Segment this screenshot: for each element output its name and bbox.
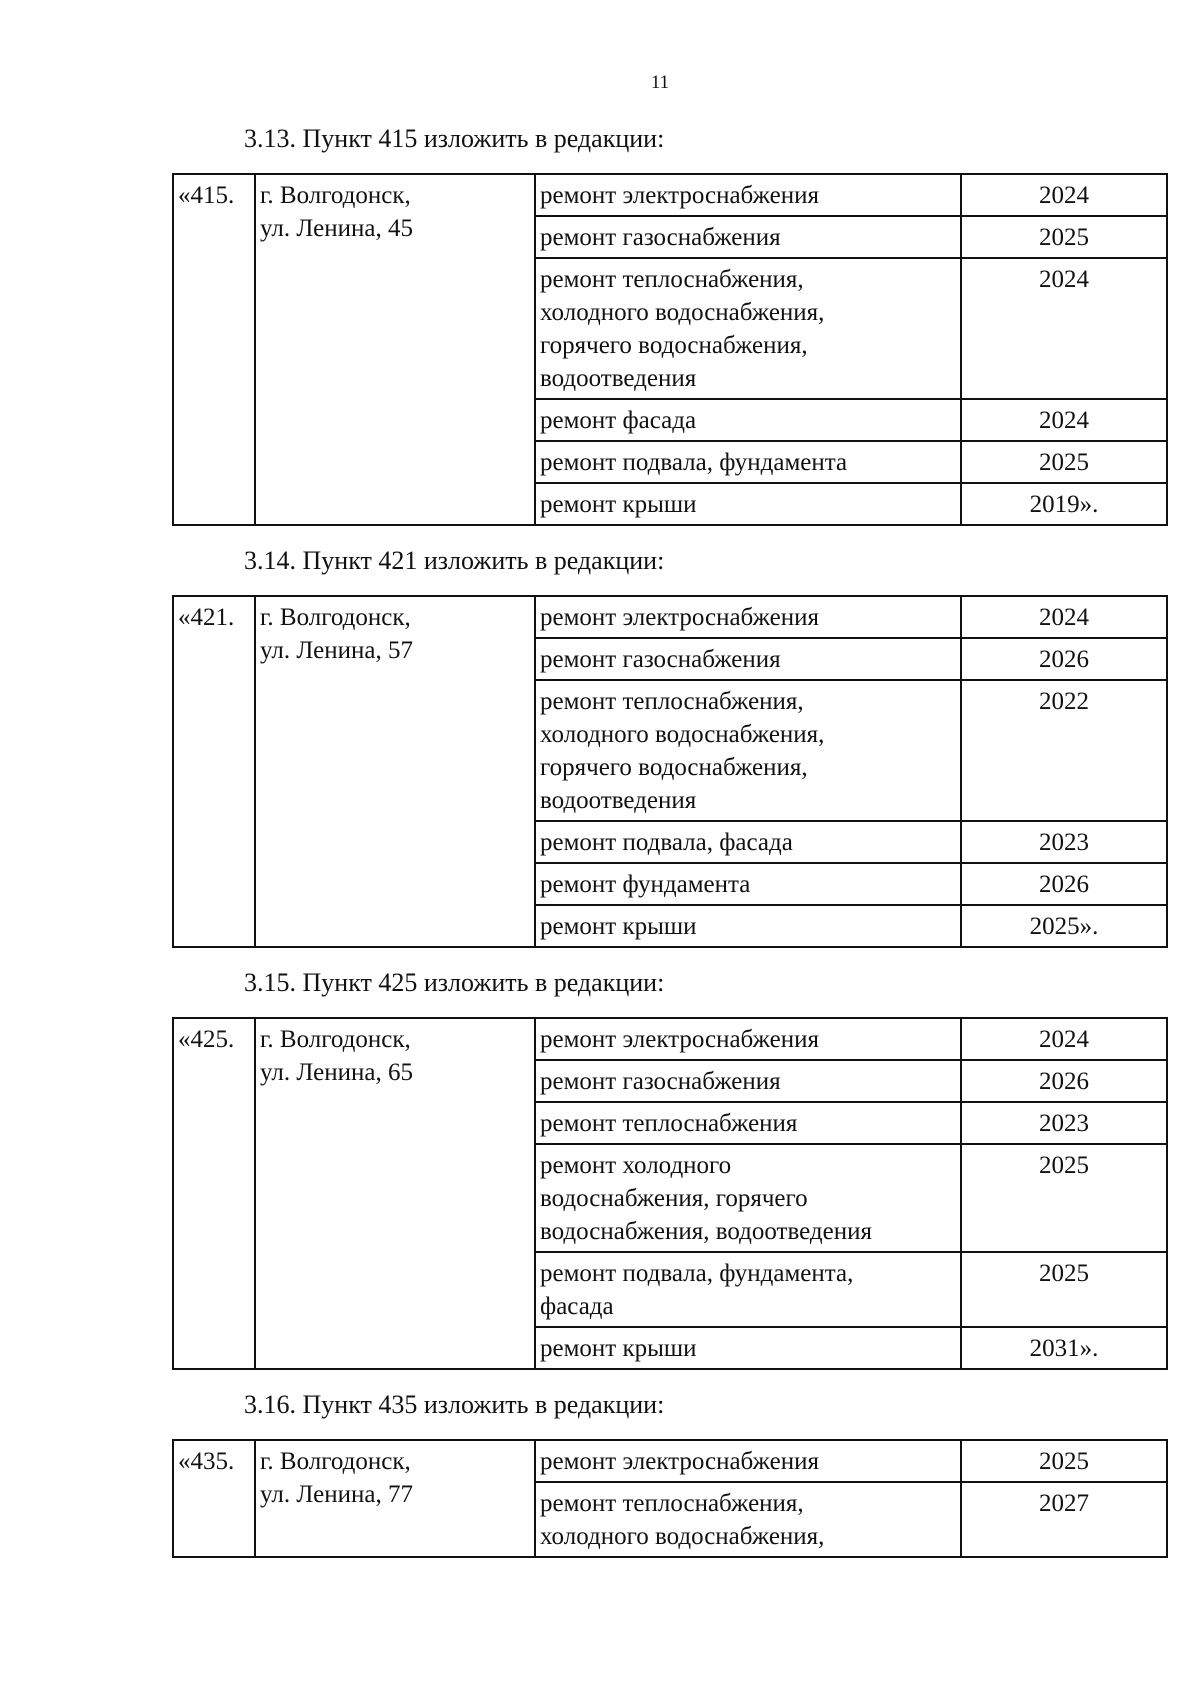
work-cell: ремонт подвала, фасада <box>535 821 961 863</box>
work-cell: ремонт электроснабжения <box>535 596 961 638</box>
year-cell: 2025 <box>961 216 1167 258</box>
address-city: г. Волгодонск, <box>260 1026 411 1053</box>
year-cell: 2026 <box>961 863 1167 905</box>
work-cell: ремонт электроснабжения <box>535 1440 961 1482</box>
item-number: «435. <box>173 1440 255 1557</box>
item-number: «415. <box>173 174 255 525</box>
address-street: ул. Ленина, 65 <box>260 1059 413 1086</box>
repair-table <box>172 1017 1168 1370</box>
work-cell: ремонт крыши <box>535 483 961 525</box>
work-cell: ремонт подвала, фундамента <box>535 441 961 483</box>
year-cell: 2024 <box>961 174 1167 216</box>
work-cell: ремонт электроснабжения <box>535 1018 961 1060</box>
year-cell: 2024 <box>961 1018 1167 1060</box>
year-cell: 2026 <box>961 638 1167 680</box>
year-cell: 2025 <box>961 441 1167 483</box>
work-cell: ремонт фундамента <box>535 863 961 905</box>
work-cell: ремонт крыши <box>535 905 961 947</box>
year-cell: 2031». <box>961 1327 1167 1369</box>
year-cell: 2025». <box>961 905 1167 947</box>
year-cell: 2025 <box>961 1144 1167 1252</box>
repair-table <box>172 1439 1168 1558</box>
work-cell: ремонт подвала, фундамента, фасада <box>535 1252 961 1327</box>
year-cell: 2025 <box>961 1252 1167 1327</box>
table-row <box>173 1440 1167 1482</box>
table-row <box>173 174 1167 216</box>
item-number: «425. <box>173 1018 255 1369</box>
work-cell: ремонт фасада <box>535 399 961 441</box>
year-cell: 2023 <box>961 1102 1167 1144</box>
year-cell: 2027 <box>961 1482 1167 1557</box>
address-street: ул. Ленина, 57 <box>260 637 413 664</box>
work-cell: ремонт теплоснабжения <box>535 1102 961 1144</box>
page-number: 11 <box>650 72 670 93</box>
repair-table <box>172 595 1168 948</box>
section-heading: 3.16. Пункт 435 изложить в редакции: <box>244 1390 665 1419</box>
work-cell: ремонт газоснабжения <box>535 216 961 258</box>
section-heading: 3.13. Пункт 415 изложить в редакции: <box>244 124 665 153</box>
year-cell: 2023 <box>961 821 1167 863</box>
table-row <box>173 596 1167 638</box>
section-3-13 <box>172 123 1160 526</box>
year-cell: 2025 <box>961 1440 1167 1482</box>
item-number: «421. <box>173 596 255 947</box>
section-3-16 <box>172 1389 1160 1558</box>
table-row <box>173 1018 1167 1060</box>
address-street: ул. Ленина, 45 <box>260 215 413 242</box>
section-3-14 <box>172 545 1160 948</box>
work-cell: ремонт теплоснабжения, холодного водоснабжения, горячего водоснабжения, водоотведения <box>535 258 961 399</box>
address-street: ул. Ленина, 77 <box>260 1481 413 1508</box>
work-cell: ремонт крыши <box>535 1327 961 1369</box>
address-city: г. Волгодонск, <box>260 1448 411 1475</box>
address-cell <box>255 174 535 525</box>
section-3-15 <box>172 967 1160 1370</box>
year-cell: 2024 <box>961 258 1167 399</box>
address-city: г. Волгодонск, <box>260 604 411 631</box>
year-cell: 2024 <box>961 596 1167 638</box>
section-heading: 3.14. Пункт 421 изложить в редакции: <box>244 546 665 575</box>
work-cell: ремонт газоснабжения <box>535 638 961 680</box>
work-cell: ремонт газоснабжения <box>535 1060 961 1102</box>
section-heading: 3.15. Пункт 425 изложить в редакции: <box>244 968 665 997</box>
address-cell <box>255 596 535 947</box>
year-cell: 2024 <box>961 399 1167 441</box>
work-cell: ремонт холодного водоснабжения, горячего водоснабжения, водоотведения <box>535 1144 961 1252</box>
work-cell: ремонт теплоснабжения, холодного водоснабжения, <box>535 1482 961 1557</box>
address-cell <box>255 1440 535 1557</box>
year-cell: 2026 <box>961 1060 1167 1102</box>
year-cell: 2022 <box>961 680 1167 821</box>
address-city: г. Волгодонск, <box>260 182 411 209</box>
year-cell: 2019». <box>961 483 1167 525</box>
repair-table <box>172 173 1168 526</box>
address-cell <box>255 1018 535 1369</box>
work-cell: ремонт теплоснабжения, холодного водоснабжения, горячего водоснабжения, водоотведения <box>535 680 961 821</box>
work-cell: ремонт электроснабжения <box>535 174 961 216</box>
